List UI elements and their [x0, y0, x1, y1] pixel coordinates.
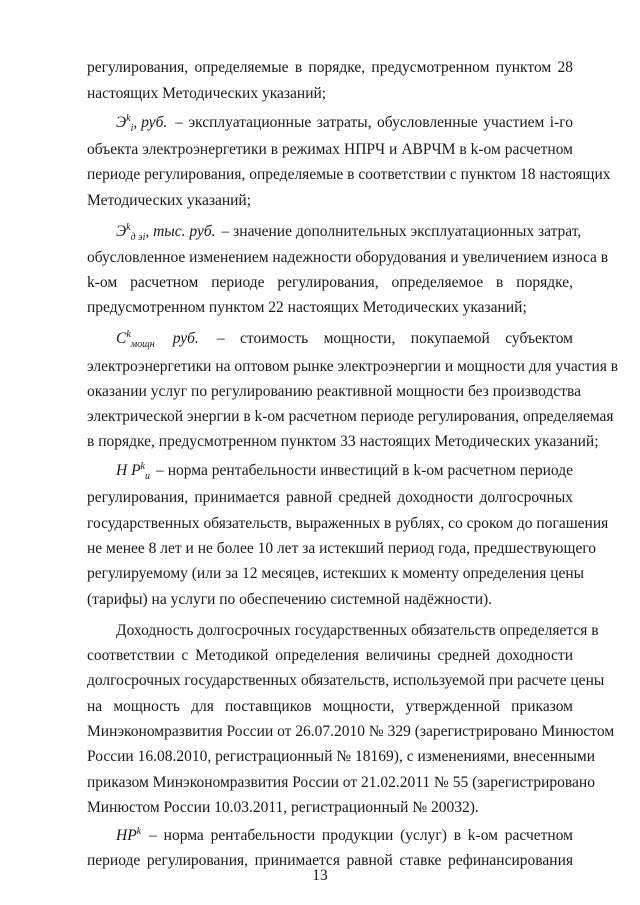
- text-line: на мощность для поставщиков мощности, утвержденной приказом: [87, 698, 573, 715]
- text-line: настоящих Методических указаний;: [87, 85, 327, 102]
- text-line: Минюстом России 10.03.2011, регистрационный № 20032).: [87, 799, 479, 816]
- formula-symbol: $НР^k$: [116, 825, 142, 844]
- formula-symbol: $С^k_{мощн}$: [116, 328, 155, 351]
- text-line: периоде регулирования, определяемые в соответствии с пунктом 18 настоящих: [87, 166, 611, 183]
- text-line: соответствии с Методикой определения величины средней доходности: [87, 647, 573, 664]
- text-line: регулирования, принимается равной средней доходности долгосрочных: [87, 489, 573, 506]
- text-line: электроэнергетики на оптовом рынке электроэнергии и мощности для участия в: [87, 358, 619, 375]
- text-line: регулирования, определяемые в порядке, предусмотренном пунктом 28: [87, 59, 573, 76]
- text-line: долгосрочных государственных обязательств, используемой при расчете цены: [87, 672, 605, 689]
- text-line: k-ом расчетном периоде регулирования, определяемое в порядке,: [87, 274, 573, 291]
- text-line: предусмотренном пунктом 22 настоящих Методических указаний;: [87, 299, 527, 316]
- definition-line: $С^k_{мощн}$ руб. – стоимость мощности, покупаемой субъектом: [116, 328, 573, 351]
- text-line: России 16.08.2010, регистрационный № 18169), с изменениями, внесенными: [87, 748, 596, 765]
- definition-line: $Э^k_i$, руб. – эксплуатационные затраты, обусловленные участием i-го: [116, 112, 573, 135]
- text-line: Доходность долгосрочных государственных обязательств определяется в: [116, 622, 599, 639]
- text-line: Методических указаний;: [87, 192, 252, 209]
- unit-label: руб.: [172, 330, 199, 347]
- definition-line: $НР^k$ – норма рентабельности продукции (услуг) в k-ом расчетном: [116, 825, 573, 844]
- text-line: регулируемому (или за 12 месяцев, истекших к моменту определения цены: [87, 565, 585, 582]
- text-line: не менее 8 лет и не более 10 лет за истекший период года, предшествующего: [87, 540, 597, 557]
- formula-symbol: $Э^k_{д эi}$, тыс. руб.: [116, 221, 216, 244]
- definition-line: Н $Р^k_и$ – норма рентабельности инвестиций в k-ом расчетном периоде: [116, 460, 573, 483]
- text-line: (тарифы) на услуги по обеспечению системной надёжности).: [87, 591, 493, 608]
- text-line: оказании услуг по регулированию реактивной мощности без производства: [87, 383, 581, 400]
- text-line: в порядке, предусмотренном пунктом 33 настоящих Методических указаний;: [87, 433, 599, 450]
- text-line: государственных обязательств, выраженных в рублях, со сроком до погашения: [87, 515, 609, 532]
- text-line: приказом Минэкономразвития России от 21.02.2011 № 55 (зарегистрировано: [87, 774, 595, 791]
- formula-symbol: $Э^k_i$, руб.: [116, 112, 168, 135]
- page-number: 13: [312, 867, 328, 884]
- text-line: Минэкономразвития России от 26.07.2010 № 329 (зарегистрировано Минюстом: [87, 723, 615, 740]
- text-line: обусловленное изменением надежности оборудования и увеличением износа в: [87, 249, 609, 266]
- text-line: электрической энергии в k-ом расчетном периоде регулирования, определяемая: [87, 408, 614, 425]
- text-line: периоде регулирования, принимается равной ставке рефинансирования: [87, 852, 573, 869]
- definition-line: $Э^k_{д эi}$, тыс. руб. – значение дополнительных эксплуатационных затрат,: [116, 221, 582, 244]
- formula-symbol: Н $Р^k_и$: [116, 460, 150, 483]
- text-line: объекта электроэнергетики в режимах НПРЧ и АВРЧМ в k-ом расчетном: [87, 141, 573, 158]
